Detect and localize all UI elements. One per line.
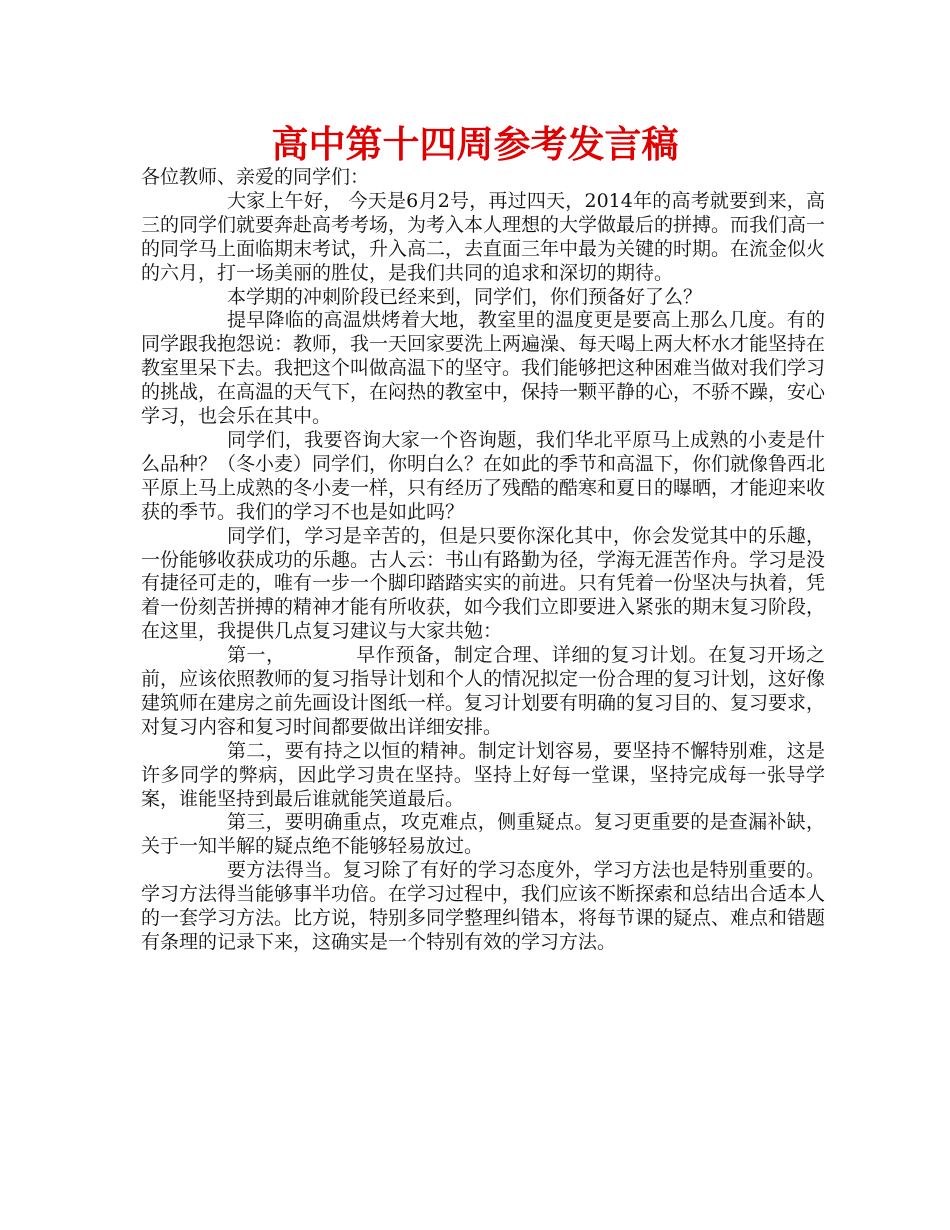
- point-1-body: 早作预备，制定合理、详细的复习计划。在复习开场之前，应该依照教师的复习指导计划和个人的情况拟定一份合理的复习计划，这好像建筑师在建房之前先画设计图纸一样。复习计划要有明确的复习目的、复习要求，对复习内容和复习时间都要做出详细安排。: [141, 644, 826, 738]
- paragraph-point-3: 第三，要明确重点，攻克难点，侧重疑点。复习更重要的是查漏补缺，关于一知半解的疑点绝不能够轻易放过。: [141, 811, 825, 858]
- paragraph-greeting: 大家上午好， 今天是6月2号，再过四天，2014年的高考就要到来，高三的同学们就要奔赴高考考场，为考入本人理想的大学做最后的拼搏。而我们高一的同学马上面临期末考试，升入高二，去直面三年中最为关键的时期。在流金似火的六月，打一场美丽的胜仗，是我们共同的追求和深切的期待。: [141, 189, 826, 284]
- paragraph-point-4: 要方法得当。复习除了有好的学习态度外，学习方法也是特别重要的。学习方法得当能够事半功倍。在学习过程中，我们应该不断探索和总结出合适本人的一套学习方法。比方说，特别多同学整理纠错本，将每节课的疑点、难点和错题有条理的记录下来，这确实是一个特别有效的学习方法。: [141, 859, 826, 953]
- paragraph-point-2: 第二，要有持之以恒的精神。制定计划容易，要坚持不懈特别难，这是许多同学的弊病，因此学习贵在坚持。坚持上好每一堂课，坚持完成每一张导学案，谁能坚持到最后谁就能笑道最后。: [141, 739, 825, 810]
- paragraph-question: 本学期的冲刺阶段已经来到，同学们，你们预备好了么？: [227, 285, 703, 308]
- document-title: 高中第十四周参考发言稿: [271, 123, 679, 166]
- document-body: [141, 166, 825, 955]
- paragraph-point-1: [141, 644, 825, 740]
- paragraph-study: 同学们，学习是辛苦的，但是只要你深化其中，你会发觉其中的乐趣，一份能够收获成功的乐趣。古人云：书山有路勤为径，学海无涯苦作舟。学习是没有捷径可走的，唯有一步一个脚印踏踏实实的前进。只有凭着一份坚决与执着，凭着一份刻苦拼搏的精神才能有所收获，如今我们立即要进入紧张的期末复习阶段，在这里，我提供几点复习建议与大家共勉：: [141, 524, 826, 643]
- paragraph-heat: 提早降临的高温烘烤着大地，教室里的温度更是要高上那么几度。有的同学跟我抱怨说：教师，我一天回家要洗上两遍澡、每天喝上两大杯水才能坚持在教室里呆下去。我把这个叫做高温下的坚守。我们能够把这种困难当做对我们学习的挑战，在高温的天气下，在闷热的教室中，保持一颗平静的心，不骄不躁，安心学习，也会乐在其中。: [141, 309, 826, 428]
- paragraph-wheat: 同学们，我要咨询大家一个咨询题，我们华北平原马上成熟的小麦是什么品种？（冬小麦）同学们，你明白么？在如此的季节和高温下，你们就像鲁西北平原上马上成熟的冬小麦一样，只有经历了残酷的酷寒和夏日的曝晒，才能迎来收获的季节。我们的学习不也是如此吗？: [141, 428, 826, 523]
- point-1-lead: 第一，: [227, 644, 286, 667]
- salutation: 各位教师、亲爱的同学们：: [141, 166, 370, 188]
